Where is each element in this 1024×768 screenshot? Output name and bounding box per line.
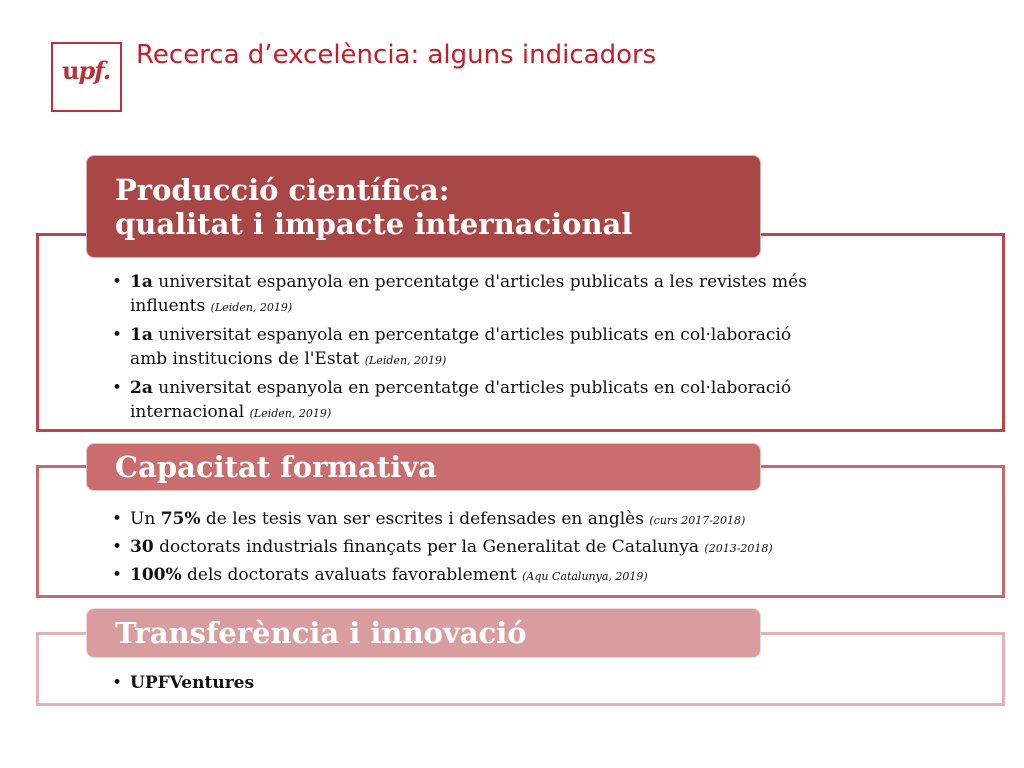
section-header-line: Capacitat formativa xyxy=(115,450,437,484)
section-header-line: qualitat i impacte internacional xyxy=(115,207,633,241)
source-citation: (Leiden, 2019) xyxy=(249,407,332,420)
list-item: • 100% dels doctorats avaluats favorablement (Aqu Catalunya, 2019) xyxy=(108,562,968,590)
source-citation: (2013-2018) xyxy=(704,542,773,555)
list-item: • 2a universitat espanyola en percentatge d'articles publicats en col·laboració internacional (Leiden, 2019) xyxy=(108,376,928,426)
list-item: • 1a universitat espanyola en percentatge d'articles publicats en col·laboració amb institucions de l'Estat (Leiden, 2019) xyxy=(108,323,928,373)
upf-logo-text: upf. xyxy=(62,56,111,85)
slide-title: Recerca d’excelència: alguns indicadors xyxy=(136,40,657,70)
source-citation: (Leiden, 2019) xyxy=(210,301,293,314)
list-item: • 30 doctorats industrials finançats per la Generalitat de Catalunya (2013-2018) xyxy=(108,534,968,562)
source-citation: (Aqu Catalunya, 2019) xyxy=(522,570,648,583)
source-citation: (Leiden, 2019) xyxy=(364,354,447,367)
section-header-line: Producció científica: xyxy=(115,173,450,207)
section-header-transfer xyxy=(86,608,761,658)
training-list xyxy=(108,506,968,590)
source-citation: (curs 2017-2018) xyxy=(649,514,746,527)
section-header-line: Transferència i innovació xyxy=(115,616,527,650)
section-header-production xyxy=(86,155,761,258)
list-item: • UPFVentures xyxy=(108,670,968,696)
list-item: • Un 75% de les tesis van ser escrites i defensades en anglès (curs 2017-2018) xyxy=(108,506,968,534)
production-list xyxy=(108,270,928,429)
section-header-training xyxy=(86,443,761,491)
transfer-list xyxy=(108,670,968,696)
list-item: • 1a universitat espanyola en percentatge d'articles publicats a les revistes més influents (Leiden, 2019) xyxy=(108,270,928,320)
upf-logo xyxy=(51,42,122,112)
